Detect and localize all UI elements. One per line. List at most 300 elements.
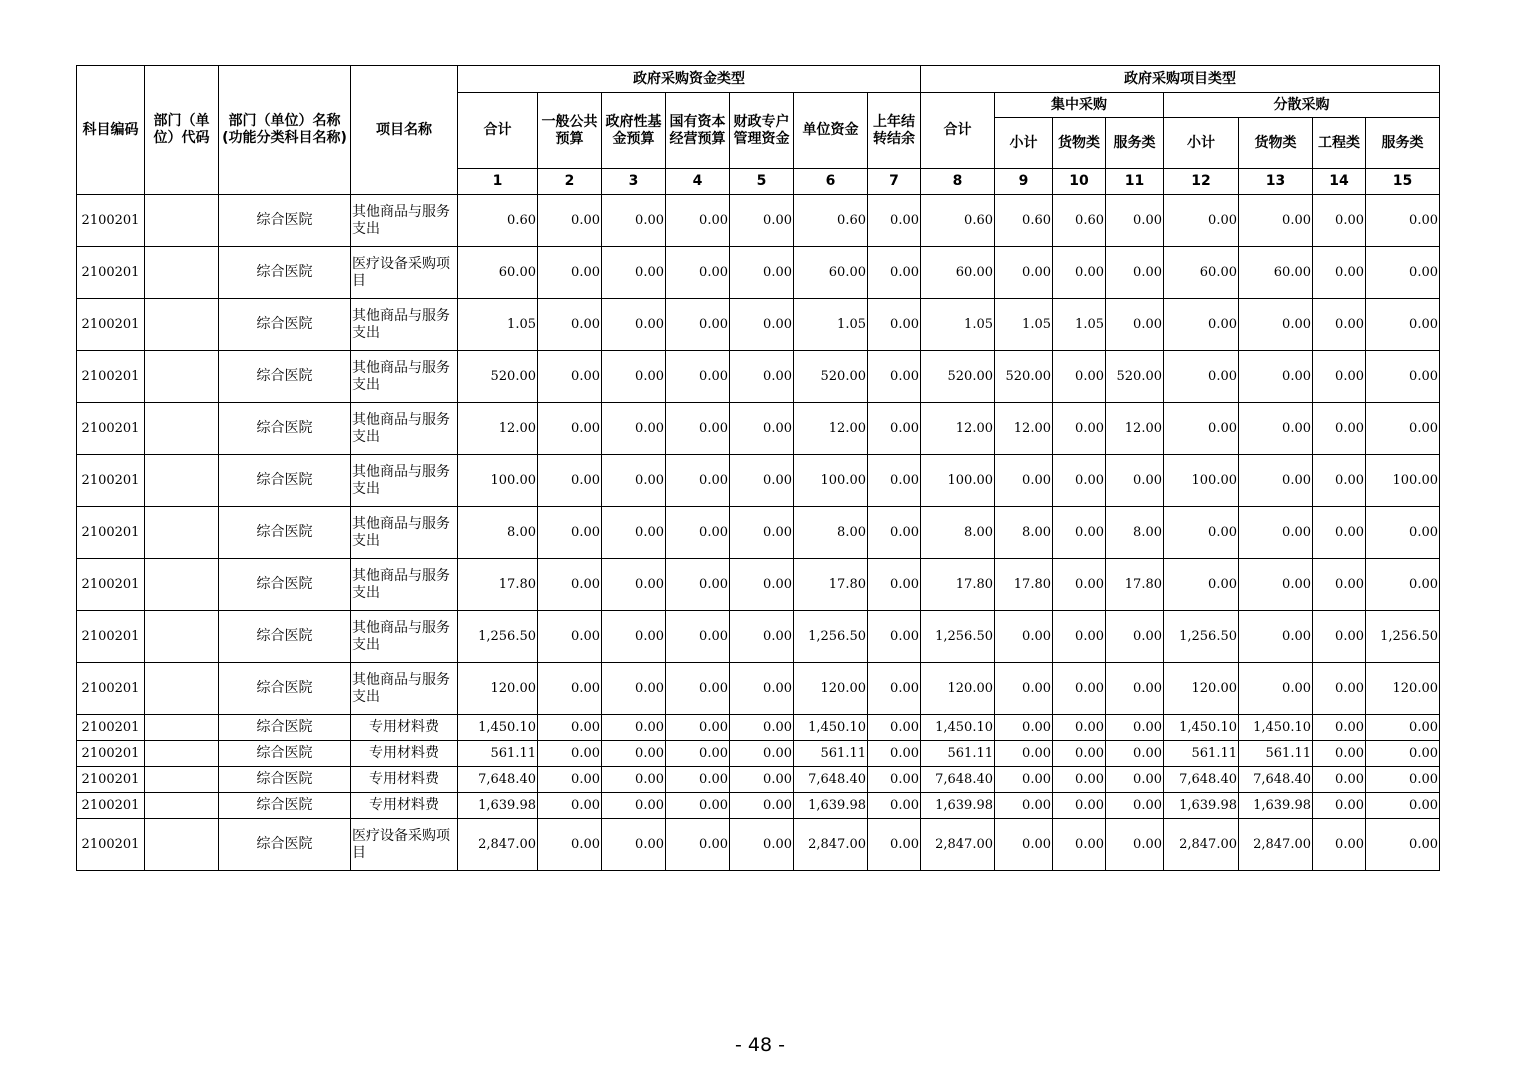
dept-code-cell: [145, 351, 219, 403]
amount-cell: 0.00: [538, 299, 602, 351]
dept-name-cell: 综合医院: [219, 663, 351, 715]
amount-cell: 0.00: [995, 741, 1053, 767]
amount-cell: 0.00: [995, 663, 1053, 715]
dept-code-cell: [145, 507, 219, 559]
amount-cell: 0.00: [730, 507, 794, 559]
amount-cell: 0.00: [1106, 611, 1164, 663]
amount-cell: 0.60: [921, 195, 995, 247]
table-row: [77, 611, 1440, 663]
column-number: 2: [538, 169, 602, 195]
project-name-cell: 专用材料费: [351, 793, 458, 819]
amount-cell: 7,648.40: [1164, 767, 1239, 793]
table-row: [77, 195, 1440, 247]
table-row: [77, 507, 1440, 559]
subject-code-cell: 2100201: [77, 741, 145, 767]
amount-cell: 7,648.40: [921, 767, 995, 793]
amount-cell: 0.00: [666, 195, 730, 247]
amount-cell: 0.00: [1106, 195, 1164, 247]
dept-name-cell: 综合医院: [219, 741, 351, 767]
amount-cell: 0.00: [666, 351, 730, 403]
amount-cell: 0.00: [730, 559, 794, 611]
table-row: [77, 299, 1440, 351]
amount-cell: 120.00: [1164, 663, 1239, 715]
amount-cell: 0.00: [1106, 741, 1164, 767]
subject-code-cell: 2100201: [77, 767, 145, 793]
header-scattered-works: 工程类: [1313, 118, 1366, 169]
amount-cell: 0.00: [868, 715, 921, 741]
amount-cell: 0.00: [995, 247, 1053, 299]
table-row: [77, 455, 1440, 507]
amount-cell: 0.00: [1106, 663, 1164, 715]
amount-cell: 0.00: [868, 455, 921, 507]
amount-cell: 0.00: [730, 767, 794, 793]
table-row: [77, 741, 1440, 767]
amount-cell: 0.00: [1053, 819, 1106, 871]
amount-cell: 0.00: [1053, 507, 1106, 559]
subject-code-cell: 2100201: [77, 299, 145, 351]
dept-name-cell: 综合医院: [219, 455, 351, 507]
subject-code-cell: 2100201: [77, 819, 145, 871]
amount-cell: 0.00: [1106, 247, 1164, 299]
amount-cell: 0.00: [538, 611, 602, 663]
amount-cell: 0.00: [868, 559, 921, 611]
header-fund-total: 合计: [458, 93, 538, 169]
amount-cell: 17.80: [794, 559, 868, 611]
amount-cell: 0.00: [868, 195, 921, 247]
amount-cell: 0.00: [538, 195, 602, 247]
amount-cell: 0.00: [1366, 741, 1440, 767]
amount-cell: 120.00: [1366, 663, 1440, 715]
header-scattered-services: 服务类: [1366, 118, 1440, 169]
amount-cell: 0.00: [730, 715, 794, 741]
dept-name-cell: 综合医院: [219, 351, 351, 403]
amount-cell: 0.00: [1164, 299, 1239, 351]
amount-cell: 0.00: [1313, 195, 1366, 247]
table-row: [77, 819, 1440, 871]
amount-cell: 0.00: [1366, 195, 1440, 247]
amount-cell: 120.00: [921, 663, 995, 715]
amount-cell: 0.00: [1313, 611, 1366, 663]
amount-cell: 0.00: [730, 351, 794, 403]
amount-cell: 12.00: [995, 403, 1053, 455]
project-name-cell: 其他商品与服务支出: [351, 403, 458, 455]
amount-cell: 17.80: [458, 559, 538, 611]
amount-cell: 561.11: [458, 741, 538, 767]
amount-cell: 0.00: [602, 195, 666, 247]
amount-cell: 60.00: [794, 247, 868, 299]
amount-cell: 0.00: [1239, 299, 1313, 351]
subject-code-cell: 2100201: [77, 195, 145, 247]
amount-cell: 0.00: [1106, 455, 1164, 507]
amount-cell: 0.00: [1164, 559, 1239, 611]
amount-cell: 0.60: [458, 195, 538, 247]
amount-cell: 0.00: [538, 741, 602, 767]
amount-cell: 561.11: [1239, 741, 1313, 767]
amount-cell: 0.00: [1366, 247, 1440, 299]
amount-cell: 0.00: [1053, 351, 1106, 403]
amount-cell: 0.00: [730, 299, 794, 351]
amount-cell: 0.00: [666, 299, 730, 351]
project-name-cell: 专用材料费: [351, 741, 458, 767]
subject-code-cell: 2100201: [77, 403, 145, 455]
amount-cell: 1,256.50: [921, 611, 995, 663]
amount-cell: 7,648.40: [458, 767, 538, 793]
subject-code-cell: 2100201: [77, 663, 145, 715]
amount-cell: 0.00: [666, 715, 730, 741]
column-number: 1: [458, 169, 538, 195]
column-number: 15: [1366, 169, 1440, 195]
project-name-cell: 专用材料费: [351, 715, 458, 741]
dept-code-cell: [145, 455, 219, 507]
column-number: 11: [1106, 169, 1164, 195]
header-project-type: 政府采购项目类型: [921, 66, 1440, 93]
amount-cell: 8.00: [794, 507, 868, 559]
dept-name-cell: 综合医院: [219, 611, 351, 663]
dept-name-cell: 综合医院: [219, 767, 351, 793]
project-name-cell: 医疗设备采购项目: [351, 247, 458, 299]
column-number: 4: [666, 169, 730, 195]
amount-cell: 0.00: [1366, 559, 1440, 611]
subject-code-cell: 2100201: [77, 793, 145, 819]
amount-cell: 0.00: [538, 403, 602, 455]
amount-cell: 0.00: [1366, 403, 1440, 455]
amount-cell: 0.00: [602, 767, 666, 793]
dept-code-cell: [145, 247, 219, 299]
table-row: [77, 403, 1440, 455]
header-carryover: 上年结转结余: [868, 93, 921, 169]
dept-code-cell: [145, 793, 219, 819]
header-central: 集中采购: [995, 93, 1164, 118]
dept-code-cell: [145, 715, 219, 741]
amount-cell: 8.00: [458, 507, 538, 559]
amount-cell: 0.00: [538, 715, 602, 741]
amount-cell: 0.00: [1366, 507, 1440, 559]
amount-cell: 0.00: [602, 793, 666, 819]
amount-cell: 0.00: [602, 299, 666, 351]
amount-cell: 0.00: [1239, 403, 1313, 455]
amount-cell: 17.80: [921, 559, 995, 611]
column-number: 6: [794, 169, 868, 195]
amount-cell: 0.00: [995, 715, 1053, 741]
header-scattered-subtotal: 小计: [1164, 118, 1239, 169]
amount-cell: 1,256.50: [1366, 611, 1440, 663]
amount-cell: 17.80: [995, 559, 1053, 611]
amount-cell: 0.00: [602, 741, 666, 767]
project-name-cell: 其他商品与服务支出: [351, 455, 458, 507]
amount-cell: 100.00: [1164, 455, 1239, 507]
dept-name-cell: 综合医院: [219, 299, 351, 351]
page-number: - 48 -: [735, 1034, 785, 1056]
amount-cell: 1,639.98: [458, 793, 538, 819]
amount-cell: 0.00: [995, 819, 1053, 871]
header-general-budget: 一般公共预算: [538, 93, 602, 169]
amount-cell: 0.00: [1106, 715, 1164, 741]
amount-cell: 0.00: [602, 715, 666, 741]
dept-code-cell: [145, 403, 219, 455]
table-row: [77, 247, 1440, 299]
header-gov-fund: 政府性基金预算: [602, 93, 666, 169]
amount-cell: 0.00: [868, 767, 921, 793]
table-body: [77, 195, 1440, 871]
amount-cell: 0.00: [1313, 455, 1366, 507]
table-row: [77, 559, 1440, 611]
amount-cell: 561.11: [794, 741, 868, 767]
amount-cell: 0.00: [868, 299, 921, 351]
amount-cell: 1,450.10: [458, 715, 538, 741]
amount-cell: 0.00: [1053, 247, 1106, 299]
dept-name-cell: 综合医院: [219, 403, 351, 455]
amount-cell: 1.05: [1053, 299, 1106, 351]
column-number: 10: [1053, 169, 1106, 195]
amount-cell: 1,450.10: [1164, 715, 1239, 741]
project-name-cell: 其他商品与服务支出: [351, 559, 458, 611]
amount-cell: 0.00: [868, 507, 921, 559]
header-central-services: 服务类: [1106, 118, 1164, 169]
project-name-cell: 其他商品与服务支出: [351, 195, 458, 247]
amount-cell: 7,648.40: [794, 767, 868, 793]
project-name-cell: 其他商品与服务支出: [351, 611, 458, 663]
table-row: [77, 793, 1440, 819]
header-unit-fund: 单位资金: [794, 93, 868, 169]
amount-cell: 0.00: [602, 455, 666, 507]
amount-cell: 0.00: [1239, 351, 1313, 403]
amount-cell: 0.00: [1053, 455, 1106, 507]
amount-cell: 0.00: [538, 819, 602, 871]
amount-cell: 561.11: [921, 741, 995, 767]
amount-cell: 0.00: [1053, 767, 1106, 793]
amount-cell: 0.00: [1239, 559, 1313, 611]
amount-cell: 0.00: [538, 247, 602, 299]
amount-cell: 0.00: [1313, 559, 1366, 611]
table-row: [77, 767, 1440, 793]
column-number: 12: [1164, 169, 1239, 195]
column-number: 3: [602, 169, 666, 195]
amount-cell: 100.00: [921, 455, 995, 507]
dept-name-cell: 综合医院: [219, 195, 351, 247]
amount-cell: 17.80: [1106, 559, 1164, 611]
amount-cell: 0.00: [666, 507, 730, 559]
amount-cell: 0.00: [538, 455, 602, 507]
amount-cell: 0.00: [868, 403, 921, 455]
amount-cell: 0.00: [666, 455, 730, 507]
amount-cell: 1,450.10: [794, 715, 868, 741]
amount-cell: 0.00: [666, 663, 730, 715]
amount-cell: 1,450.10: [921, 715, 995, 741]
amount-cell: 100.00: [794, 455, 868, 507]
dept-code-cell: [145, 299, 219, 351]
amount-cell: 0.00: [868, 819, 921, 871]
amount-cell: 60.00: [1164, 247, 1239, 299]
amount-cell: 0.00: [868, 793, 921, 819]
amount-cell: 2,847.00: [921, 819, 995, 871]
amount-cell: 0.00: [1313, 507, 1366, 559]
subject-code-cell: 2100201: [77, 611, 145, 663]
amount-cell: 0.00: [868, 611, 921, 663]
amount-cell: 0.00: [1239, 455, 1313, 507]
amount-cell: 520.00: [1106, 351, 1164, 403]
project-name-cell: 其他商品与服务支出: [351, 351, 458, 403]
dept-code-cell: [145, 819, 219, 871]
amount-cell: 0.00: [1313, 767, 1366, 793]
amount-cell: 0.00: [868, 247, 921, 299]
amount-cell: 0.00: [666, 247, 730, 299]
amount-cell: 0.00: [1053, 741, 1106, 767]
amount-cell: 100.00: [1366, 455, 1440, 507]
amount-cell: 0.00: [1106, 793, 1164, 819]
dept-name-cell: 综合医院: [219, 715, 351, 741]
dept-code-cell: [145, 767, 219, 793]
subject-code-cell: 2100201: [77, 351, 145, 403]
amount-cell: 0.00: [995, 793, 1053, 819]
amount-cell: 0.00: [602, 507, 666, 559]
amount-cell: 0.00: [730, 403, 794, 455]
amount-cell: 0.00: [602, 351, 666, 403]
amount-cell: 0.00: [1366, 767, 1440, 793]
amount-cell: 0.00: [666, 559, 730, 611]
amount-cell: 0.00: [1313, 741, 1366, 767]
subject-code-cell: 2100201: [77, 559, 145, 611]
amount-cell: 1,639.98: [921, 793, 995, 819]
amount-cell: 7,648.40: [1239, 767, 1313, 793]
amount-cell: 0.00: [1313, 819, 1366, 871]
amount-cell: 0.00: [1053, 403, 1106, 455]
amount-cell: 0.00: [1313, 351, 1366, 403]
header-subject-code: 科目编码: [77, 66, 145, 195]
amount-cell: 520.00: [995, 351, 1053, 403]
column-number: 13: [1239, 169, 1313, 195]
dept-name-cell: 综合医院: [219, 559, 351, 611]
amount-cell: 0.00: [602, 247, 666, 299]
dept-code-cell: [145, 611, 219, 663]
subject-code-cell: 2100201: [77, 507, 145, 559]
header-dept-code: 部门（单位）代码: [145, 66, 219, 195]
column-number: 14: [1313, 169, 1366, 195]
column-number: 8: [921, 169, 995, 195]
amount-cell: 0.00: [1164, 195, 1239, 247]
amount-cell: 0.00: [730, 793, 794, 819]
dept-name-cell: 综合医院: [219, 247, 351, 299]
dept-code-cell: [145, 741, 219, 767]
amount-cell: 0.00: [602, 819, 666, 871]
amount-cell: 12.00: [794, 403, 868, 455]
header-type-total: 合计: [921, 93, 995, 169]
amount-cell: 0.00: [1313, 793, 1366, 819]
amount-cell: 1,639.98: [794, 793, 868, 819]
amount-cell: 0.60: [1053, 195, 1106, 247]
amount-cell: 0.00: [538, 663, 602, 715]
amount-cell: 0.00: [730, 819, 794, 871]
amount-cell: 2,847.00: [1164, 819, 1239, 871]
amount-cell: 0.00: [1366, 793, 1440, 819]
amount-cell: 2,847.00: [1239, 819, 1313, 871]
amount-cell: 0.00: [602, 611, 666, 663]
amount-cell: 12.00: [921, 403, 995, 455]
amount-cell: 0.00: [1313, 663, 1366, 715]
amount-cell: 0.00: [666, 767, 730, 793]
amount-cell: 1,256.50: [794, 611, 868, 663]
amount-cell: 520.00: [921, 351, 995, 403]
amount-cell: 1.05: [794, 299, 868, 351]
amount-cell: 1,639.98: [1239, 793, 1313, 819]
amount-cell: 0.00: [730, 741, 794, 767]
amount-cell: 60.00: [1239, 247, 1313, 299]
amount-cell: 0.00: [1164, 403, 1239, 455]
amount-cell: 0.00: [666, 741, 730, 767]
subject-code-cell: 2100201: [77, 247, 145, 299]
subject-code-cell: 2100201: [77, 715, 145, 741]
column-number: 5: [730, 169, 794, 195]
amount-cell: 0.00: [1053, 611, 1106, 663]
amount-cell: 0.00: [1366, 715, 1440, 741]
amount-cell: 520.00: [458, 351, 538, 403]
amount-cell: 0.00: [602, 559, 666, 611]
amount-cell: 0.00: [730, 195, 794, 247]
amount-cell: 0.00: [1164, 351, 1239, 403]
amount-cell: 0.00: [1239, 663, 1313, 715]
amount-cell: 8.00: [921, 507, 995, 559]
amount-cell: 0.00: [730, 247, 794, 299]
amount-cell: 561.11: [1164, 741, 1239, 767]
dept-name-cell: 综合医院: [219, 507, 351, 559]
project-name-cell: 其他商品与服务支出: [351, 299, 458, 351]
amount-cell: 60.00: [921, 247, 995, 299]
column-number: 9: [995, 169, 1053, 195]
amount-cell: 0.00: [1313, 299, 1366, 351]
amount-cell: 0.00: [1106, 767, 1164, 793]
amount-cell: 0.00: [538, 793, 602, 819]
amount-cell: 0.00: [602, 663, 666, 715]
amount-cell: 0.00: [730, 663, 794, 715]
dept-name-cell: 综合医院: [219, 793, 351, 819]
subject-code-cell: 2100201: [77, 455, 145, 507]
amount-cell: 1,639.98: [1164, 793, 1239, 819]
dept-code-cell: [145, 663, 219, 715]
amount-cell: 0.00: [666, 819, 730, 871]
procurement-table: [76, 65, 1440, 871]
header-state-capital: 国有资本经营预算: [666, 93, 730, 169]
amount-cell: 0.00: [1106, 299, 1164, 351]
dept-code-cell: [145, 559, 219, 611]
amount-cell: 0.00: [1053, 559, 1106, 611]
amount-cell: 0.00: [868, 351, 921, 403]
amount-cell: 0.00: [868, 663, 921, 715]
project-name-cell: 医疗设备采购项目: [351, 819, 458, 871]
amount-cell: 0.60: [794, 195, 868, 247]
amount-cell: 0.00: [868, 741, 921, 767]
amount-cell: 0.00: [1313, 247, 1366, 299]
table-row: [77, 351, 1440, 403]
amount-cell: 12.00: [1106, 403, 1164, 455]
amount-cell: 1,256.50: [458, 611, 538, 663]
dept-name-cell: 综合医院: [219, 819, 351, 871]
amount-cell: 0.00: [1239, 195, 1313, 247]
amount-cell: 120.00: [794, 663, 868, 715]
amount-cell: 0.00: [538, 767, 602, 793]
header-central-subtotal: 小计: [995, 118, 1053, 169]
header-central-goods: 货物类: [1053, 118, 1106, 169]
table-row: [77, 663, 1440, 715]
amount-cell: 0.00: [1366, 819, 1440, 871]
amount-cell: 0.00: [602, 403, 666, 455]
amount-cell: 0.00: [995, 455, 1053, 507]
amount-cell: 8.00: [1106, 507, 1164, 559]
project-name-cell: 专用材料费: [351, 767, 458, 793]
header-scattered: 分散采购: [1164, 93, 1440, 118]
amount-cell: 0.00: [1239, 507, 1313, 559]
amount-cell: 60.00: [458, 247, 538, 299]
header-project-name: 项目名称: [351, 66, 458, 195]
amount-cell: 0.00: [666, 403, 730, 455]
